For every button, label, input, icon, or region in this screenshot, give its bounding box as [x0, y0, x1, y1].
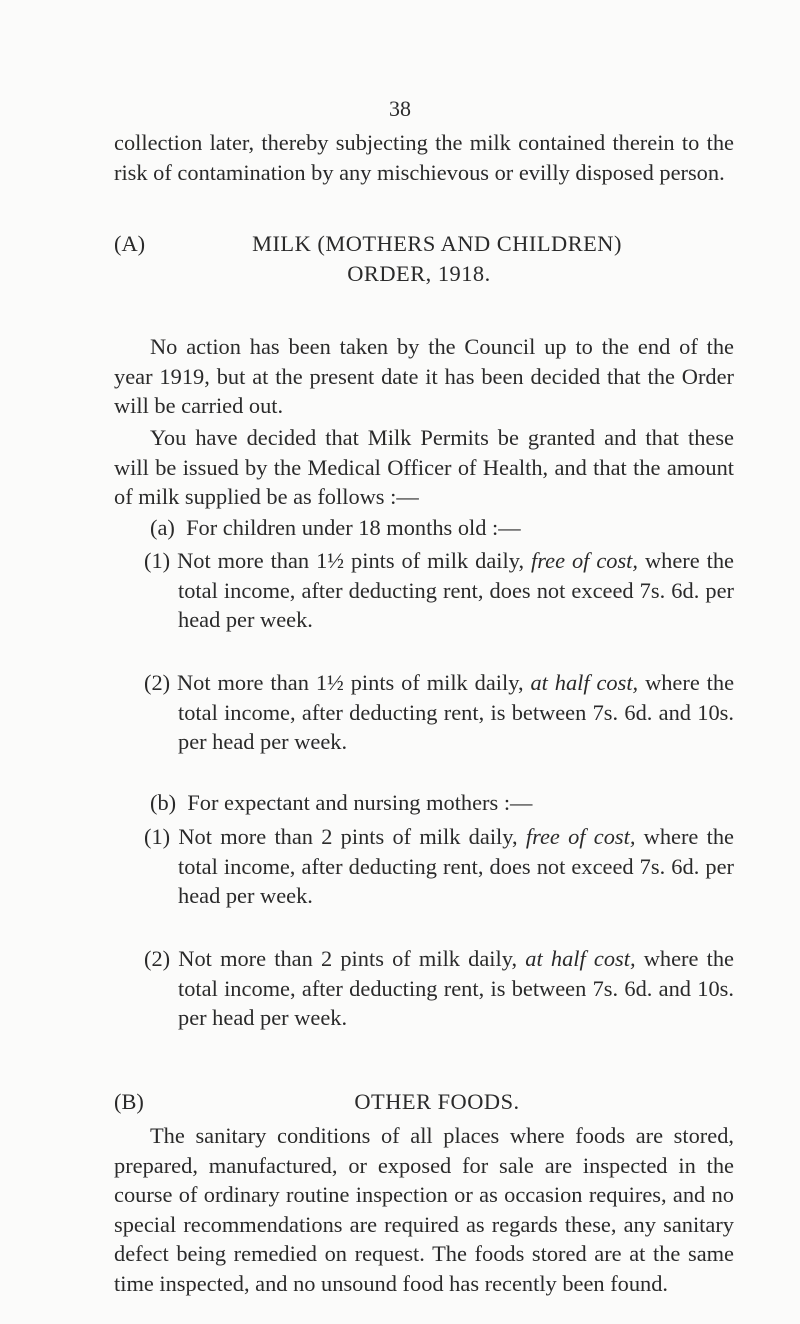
item-pre: Not more than 1½ pints of milk daily, — [177, 548, 525, 573]
item-emphasis: at half cost, — [530, 670, 639, 695]
section-b-heading — [114, 1087, 734, 1117]
sub-b-item-1-text — [114, 822, 734, 911]
section-a-heading — [114, 229, 734, 288]
item-post: where the total income, after deducting rent, does not exceed 7s. 6d. per head per week. — [178, 824, 734, 909]
sub-a-text: For children under 18 months old :— — [186, 515, 521, 540]
sub-b-heading — [114, 788, 734, 818]
item-emphasis: at half cost, — [525, 946, 636, 971]
para2-text: You have decided that Milk Permits be granted and that these will be issued by the Medical Officer of Health, and that the amount of milk supplied be as follows :— — [114, 425, 734, 510]
section-a-para2 — [114, 423, 734, 512]
sub-a-item-2-text — [114, 668, 734, 757]
item-number: (2) — [144, 670, 171, 695]
item-number: (2) — [144, 946, 171, 971]
sub-a-item-2 — [114, 668, 734, 757]
item-post: where the total income, after deducting rent, does not exceed 7s. 6d. per head per week. — [178, 548, 734, 633]
intro-paragraph — [114, 128, 734, 187]
sub-b-line — [114, 788, 734, 818]
sub-b-text: For expectant and nursing mothers :— — [187, 790, 533, 815]
section-a-title-line2: ORDER, 1918. — [347, 260, 491, 286]
item-pre: Not more than 2 pints of milk daily, — [178, 946, 518, 971]
item-pre: Not more than 2 pints of milk daily, — [178, 824, 518, 849]
intro-text: collection later, thereby subjecting the milk contained therein to the risk of contamination by any mischievous or evilly disposed person. — [114, 130, 734, 185]
page-number: 38 — [389, 96, 411, 121]
sub-a-item-1 — [114, 546, 734, 635]
item-pre: Not more than 1½ pints of milk daily, — [177, 670, 524, 695]
section-a-para1 — [114, 332, 734, 421]
section-b-label: (B) — [114, 1089, 144, 1114]
section-b-paragraph — [114, 1121, 734, 1299]
sub-a-item-1-text — [114, 546, 734, 635]
sub-b-label: (b) — [150, 790, 177, 815]
section-b-text: The sanitary conditions of all places where foods are stored, prepared, manufactured, or exposed for sale are inspected in the course of ordinary routine inspection or as occasion requires, and no special recommendations are required as regards these, any sanitary defect being remedied on request. The foods stored are at the same time inspected, and no unsound food has recently been found. — [114, 1123, 734, 1296]
item-post: where the total income, after deducting rent, is between 7s. 6d. and 10s. per head per week. — [178, 946, 734, 1031]
item-number: (1) — [144, 548, 171, 573]
item-emphasis: free of cost, — [531, 548, 639, 573]
sub-b-item-2 — [114, 944, 734, 1033]
para1-text: No action has been taken by the Council up to the end of the year 1919, but at the present date it has been decided that the Order will be carried out. — [114, 334, 734, 419]
item-emphasis: free of cost, — [525, 824, 636, 849]
sub-a-label: (a) — [150, 515, 175, 540]
sub-b-item-1 — [114, 822, 734, 911]
sub-a-line — [114, 513, 734, 543]
section-a-label: (A) — [114, 231, 146, 256]
item-post: where the total income, after deducting rent, is between 7s. 6d. and 10s. per head per week. — [178, 670, 735, 755]
item-number: (1) — [144, 824, 171, 849]
section-b-title: OTHER FOODS. — [354, 1089, 520, 1114]
sub-a-heading — [114, 513, 734, 543]
sub-b-item-2-text — [114, 944, 734, 1033]
section-a-title-line1: MILK (MOTHERS AND CHILDREN) — [252, 231, 622, 256]
